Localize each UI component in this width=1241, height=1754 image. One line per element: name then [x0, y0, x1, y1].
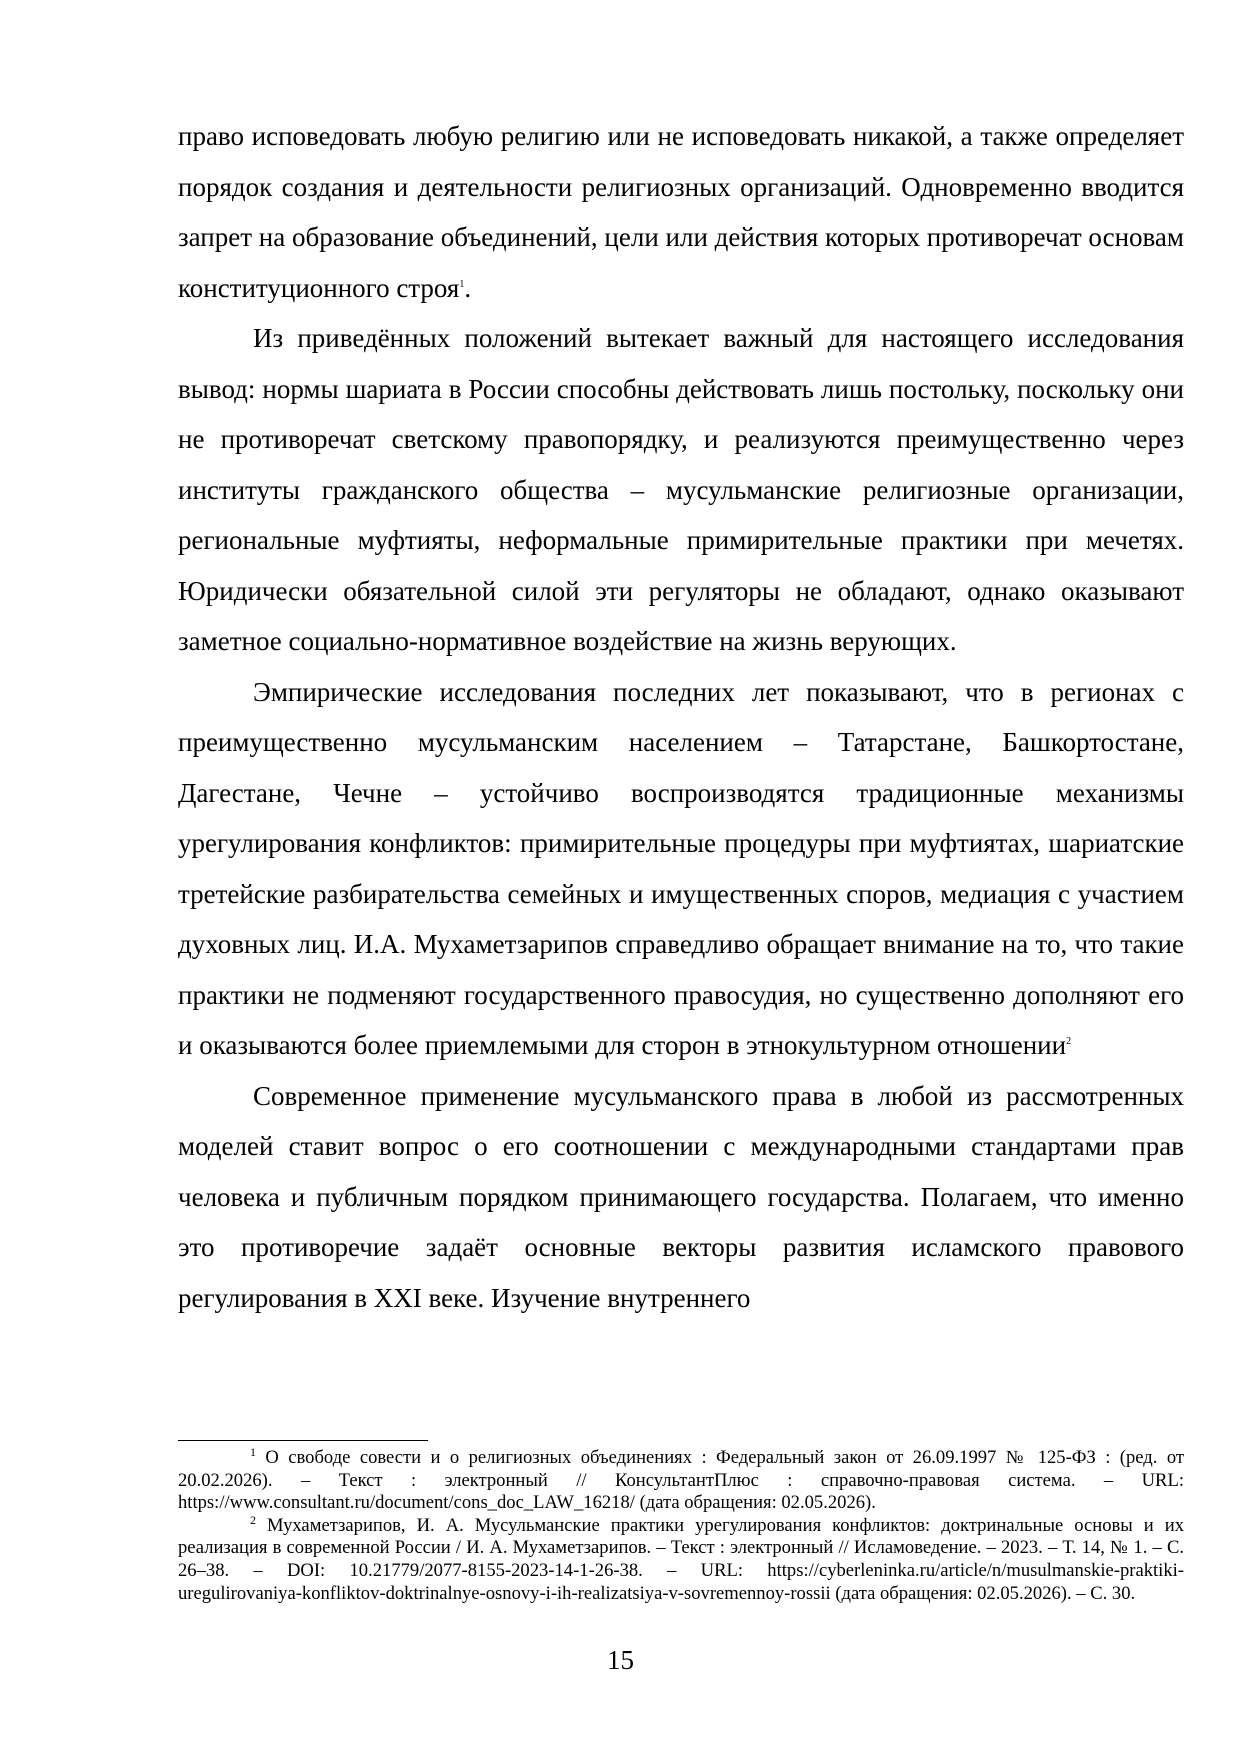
paragraph-4: Современное применение мусульманского права в любой из рассмотренных моделей ставит вопрос о его соотношении с международными стандартами прав человека и публичным порядком принимающего государства. Полагаем, что именно это противоречие задаёт основные векторы развития исламского правового регулирования в XXI веке. Изучение внутреннего — [178, 1080, 1184, 1313]
footnote-2-mark: 2 — [250, 1512, 256, 1527]
footnote-1-mark: 1 — [250, 1444, 256, 1459]
paragraph-1-end: . — [464, 272, 472, 303]
footnote-ref-2[interactable]: 2 — [1066, 1036, 1072, 1047]
footnote-1-text: О свободе совести и о религиозных объединениях : Федеральный закон от 26.09.1997 № 125-ФЗ : (ред. от 20.02.2026). – Текст : электронный // КонсультантПлюс : справочно-правовая система. – URL: https://www.consultant.ru/document/cons_doc_LAW_16218/ (дата обращения: 02.05.2026). — [178, 1447, 1184, 1514]
paragraph-1-text: право исповедовать любую религию или не исповедовать никакой, а также определяет порядок создания и деятельности религиозных организаций. Одновременно вводится запрет на образование объединений, цели или действия которых противоречат основам конституционного строя — [178, 121, 1184, 303]
paragraph-1 — [178, 111, 1184, 313]
body-text — [178, 111, 1184, 1323]
footnote-1 — [178, 1444, 1184, 1515]
footnote-separator — [178, 1440, 428, 1441]
footnote-2-text: Мухаметзарипов, И. А. Мусульманские практики урегулирования конфликтов: доктринальные основы и их реализация в современной России / И. А. Мухаметзарипов. – Текст : электронный // Исламоведение. – 2023. – Т. 14, № 1. – С. 26–38. – DOI: 10.21779/2077-8155-2023-14-1-26-38. – URL: https://cyberleninka.ru/article/n/musulmanskie-praktiki-uregulirovaniya-konfliktov-doktrinalnye-osnovy-i-ih-realizatsiya-v-sovremennoy-rossii (дата обращения: 02.05.2026). – С. 30. — [178, 1514, 1184, 1604]
footnote-ref-1[interactable]: 1 — [459, 278, 465, 290]
paragraph-3 — [178, 667, 1184, 1071]
footnote-2 — [178, 1512, 1184, 1605]
paragraph-2: Из приведённых положений вытекает важный для настоящего исследования вывод: нормы шариата в России способны действовать лишь постольку, поскольку они не противоречат светскому правопорядку, и реализуются преимущественно через институты гражданского общества – мусульманские религиозные организации, региональные муфтияты, неформальные примирительные практики при мечетях. Юридически обязательной силой эти регуляторы не обладают, однако оказывают заметное социально-нормативное воздействие на жизнь верующих. — [178, 323, 1184, 656]
paragraph-3-text: Эмпирические исследования последних лет показывают, что в регионах с преимущественно мусульманским населением – Татарстане, Башкортостане, Дагестане, Чечне – устойчиво воспроизводятся традиционные механизмы урегулирования конфликтов: примирительные процедуры при муфтиятах, шариатские третейские разбирательства семейных и имущественных споров, медиация с участием духовных лиц. И.А. Мухаметзарипов справедливо обращает внимание на то, что такие практики не подменяют государственного правосудия, но существенно дополняют его и оказываются более приемлемыми для сторон в этнокультурном отношении — [178, 676, 1184, 1060]
footnotes — [178, 1444, 1184, 1605]
page-number: 15 — [607, 1645, 634, 1675]
